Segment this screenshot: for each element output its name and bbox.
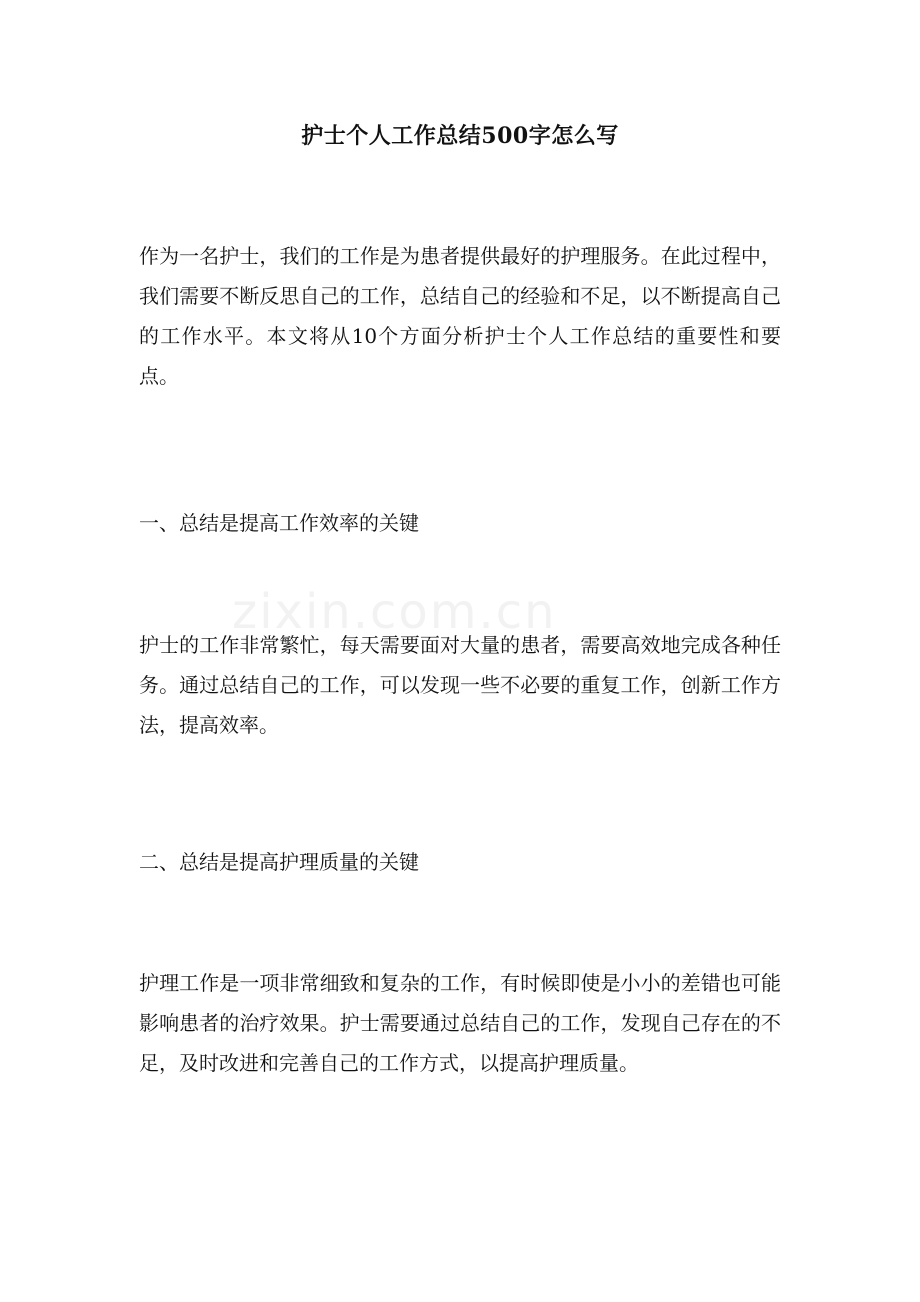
section-body-1: 护士的工作非常繁忙，每天需要面对大量的患者，需要高效地完成各种任务。通过总结自己的工作，可以发现一些不必要的重复工作，创新工作方法，提高效率。	[139, 633, 781, 737]
section-heading-2: 二、总结是提高护理质量的关键	[139, 850, 419, 874]
intro-paragraph: 作为一名护士，我们的工作是为患者提供最好的护理服务。在此过程中，我们需要不断反思自己的工作，总结自己的经验和不足，以不断提高自己的工作水平。本文将从10个方面分析护士个人工作总结的重要性和要点。	[139, 244, 781, 388]
section-body-2: 护理工作是一项非常细致和复杂的工作，有时候即使是小小的差错也可能影响患者的治疗效果。护士需要通过总结自己的工作，发现自己存在的不足，及时改进和完善自己的工作方式，以提高护理质量。	[139, 971, 781, 1075]
watermark: zixin.com.cn	[232, 584, 557, 640]
section-heading-1: 一、总结是提高工作效率的关键	[139, 511, 419, 535]
document-title: 护士个人工作总结500字怎么写	[301, 123, 619, 149]
